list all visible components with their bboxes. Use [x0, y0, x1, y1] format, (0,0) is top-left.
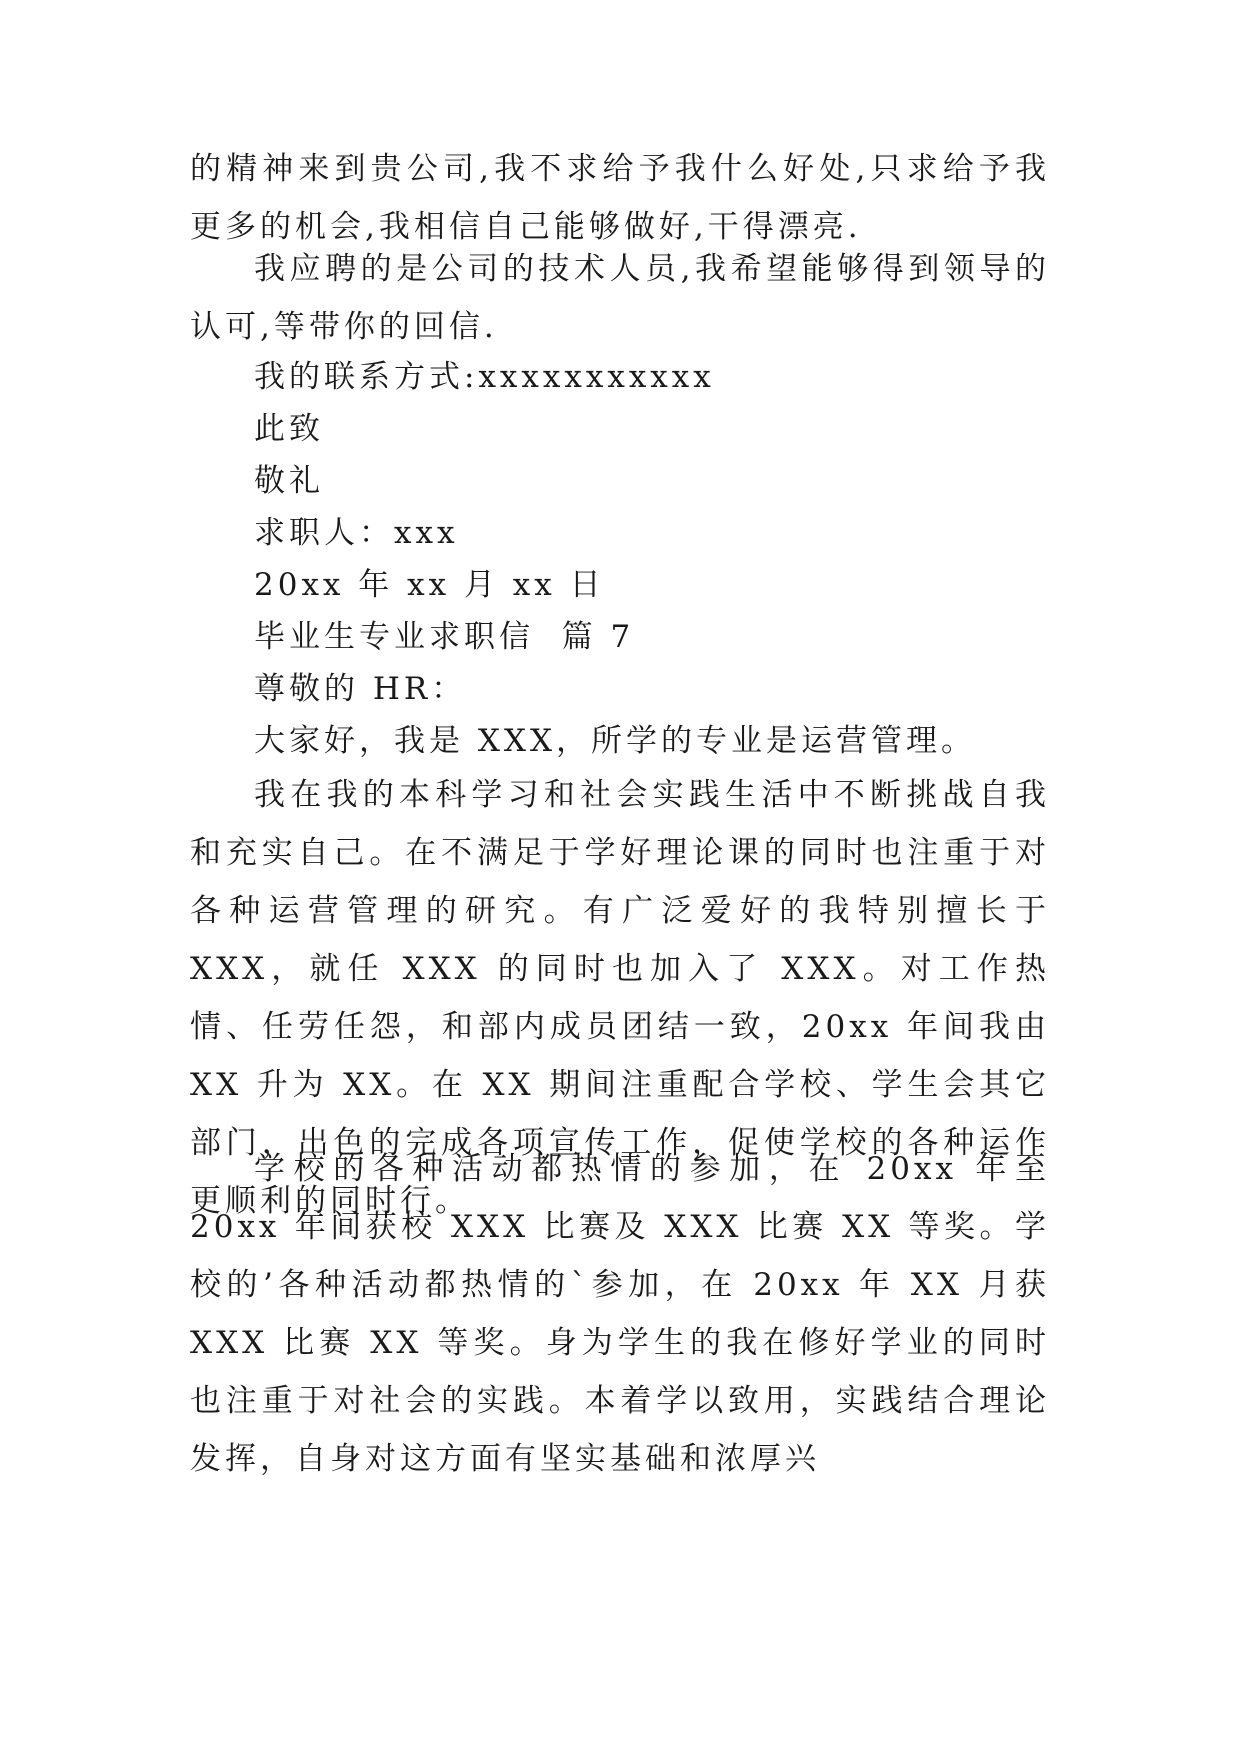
signature-date: 20xx 年 xx 月 xx 日: [254, 567, 605, 603]
signature-applicant: 求职人：xxx: [254, 515, 459, 551]
paragraph-activities: 学校的各种活动都热情的参加，在 20xx 年至 20xx 年间获校 XXX 比赛及 XXX 比赛 XX 等奖。学校的’各种活动都热情的`参加，在 20xx 年 XX 月获 XXX 比赛 XX 等奖。身为学生的我在修好学业的同时也注重于对社会的实践。本着学以致用，实践结合理论发挥，自身对这方面有坚实基础和浓厚兴: [190, 1151, 1064, 1477]
greeting-line: 大家好，我是 XXX，所学的专业是运营管理。: [254, 723, 977, 759]
salutation: 尊敬的 HR：: [254, 671, 467, 707]
paragraph-position-applied: 我应聘的是公司的技术人员,我希望能够得到领导的认可,等带你的回信.: [190, 251, 1050, 345]
closing-jingli: 敬礼: [254, 463, 324, 499]
contact-line: 我的联系方式:xxxxxxxxxxx: [254, 359, 715, 395]
section-heading: 毕业生专业求职信 篇 7: [254, 619, 635, 655]
paragraph-continuation: 的精神来到贵公司,我不求给予我什么好处,只求给予我更多的机会,我相信自己能够做好,干得漂亮.: [190, 151, 1050, 245]
closing-cizhi: 此致: [254, 411, 324, 447]
paragraph-study-experience: 我在我的本科学习和社会实践生活中不断挑战自我和充实自己。在不满足于学好理论课的同时也注重于对各种运营管理的研究。有广泛爱好的我特别擅长于 XXX，就任 XXX 的同时也加入了 XXX。对工作热情、任劳任怨，和部内成员团结一致，20xx 年间我由 XX 升为 XX。在 XX 期间注重配合学校、学生会其它部门，出色的完成各项宣传工作，促使学校的各种运作更顺利的同时行。: [190, 777, 1064, 1219]
